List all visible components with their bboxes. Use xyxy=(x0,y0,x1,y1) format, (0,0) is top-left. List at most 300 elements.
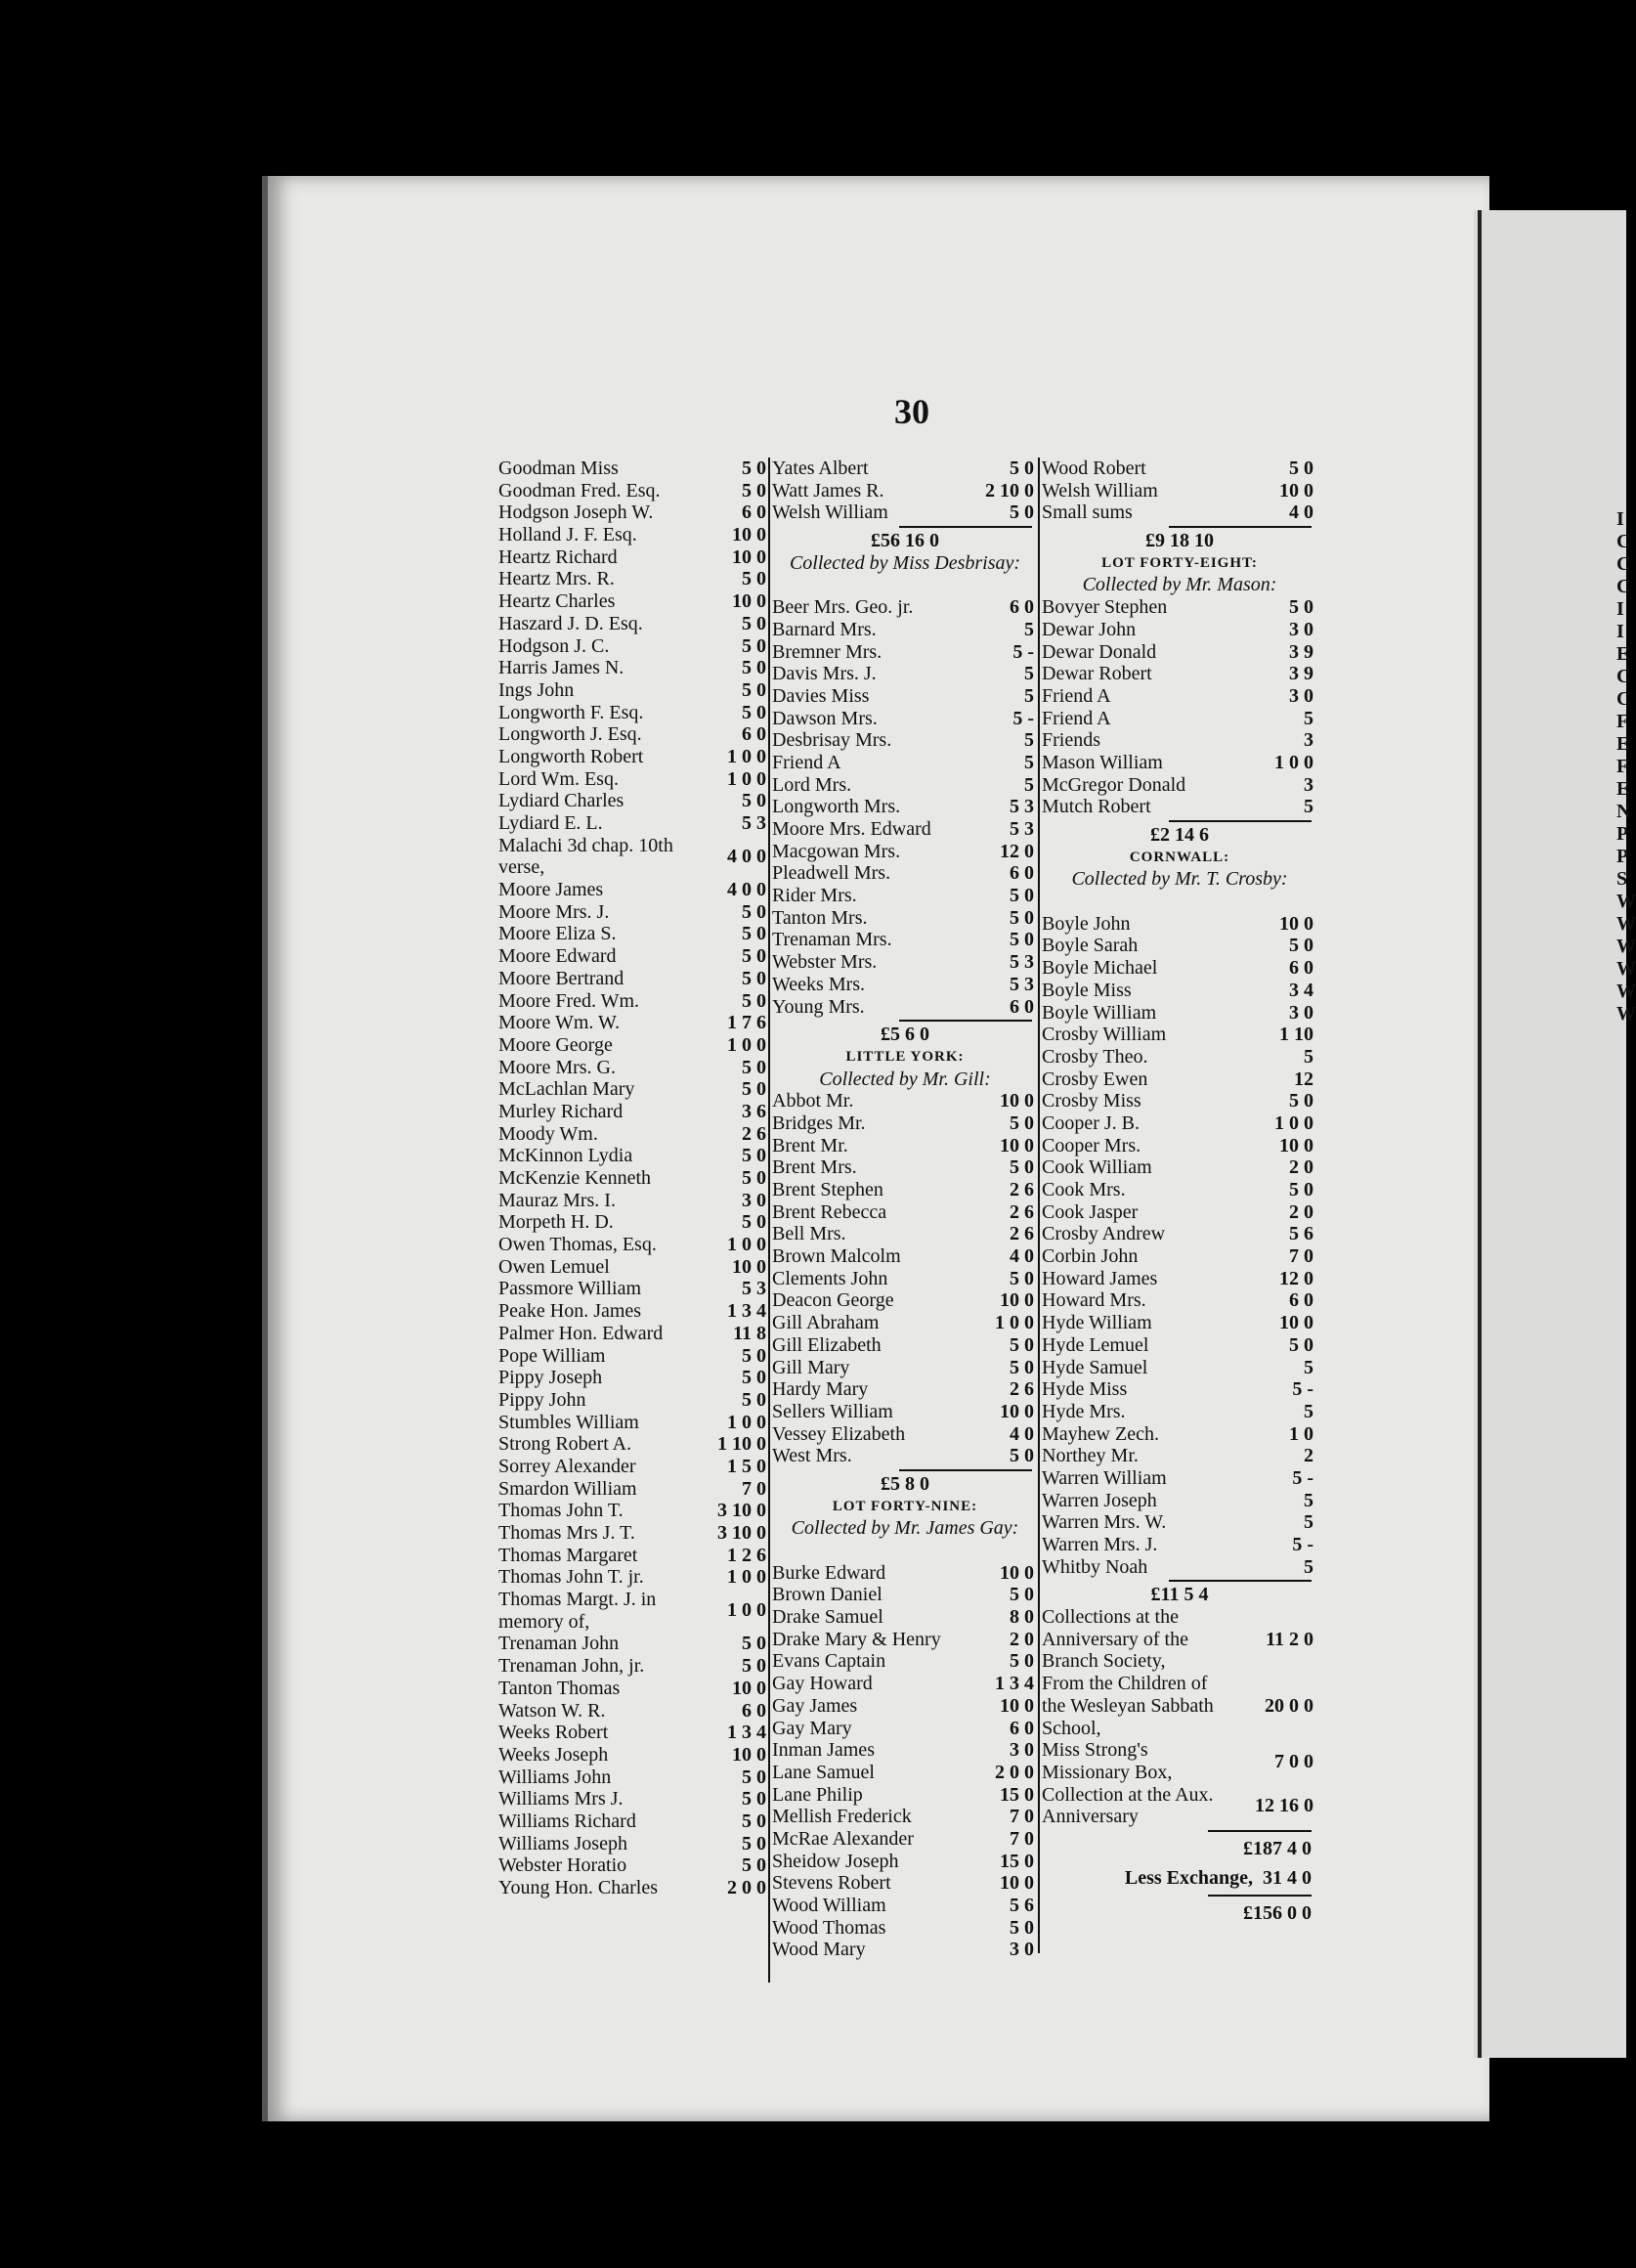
subscriber-name: Inman James xyxy=(772,1739,875,1762)
amount: 1 7 6 xyxy=(727,1012,766,1034)
collector-text: Collected by Mr. Mason: xyxy=(1082,574,1277,596)
subscriber-row xyxy=(772,1201,1038,1224)
subscriber-row xyxy=(1042,1179,1317,1201)
subscriber-row xyxy=(1042,1556,1317,1579)
subscriber-name: Moore Eliza S. xyxy=(498,923,617,945)
subscriber-row xyxy=(1042,1046,1317,1069)
subscriber-name: Mellish Frederick xyxy=(772,1806,912,1828)
subtotal-row xyxy=(772,1473,1038,1496)
amount: 10 0 xyxy=(1279,1312,1313,1334)
subscriber-name: Thomas John T. jr. xyxy=(498,1566,644,1589)
amount: 5 xyxy=(1304,1045,1313,1068)
subscriber-row xyxy=(1042,685,1317,708)
subscriber-name: Hyde Samuel xyxy=(1042,1356,1148,1378)
subscriber-row xyxy=(772,1223,1038,1245)
subscriber-name: Watson W. R. xyxy=(498,1699,606,1722)
subscriber-row xyxy=(772,1739,1038,1762)
subscriber-row xyxy=(1042,641,1317,664)
subtotal-row xyxy=(1042,1584,1317,1606)
subscriber-name: Stumbles William xyxy=(498,1411,639,1433)
subscriber-name: Trenaman Mrs. xyxy=(772,929,892,951)
subscriber-row xyxy=(498,613,770,635)
subscriber-row xyxy=(1042,1069,1317,1091)
subscriber-row xyxy=(498,1478,770,1501)
collector-line xyxy=(1042,574,1317,596)
amount: 5 0 xyxy=(1289,1333,1313,1356)
column-divider xyxy=(1038,458,1040,1953)
subscriber-name: Evans Captain xyxy=(772,1650,886,1673)
total-text: £2 14 6 xyxy=(1150,824,1209,846)
subscriber-row xyxy=(772,729,1038,752)
gross-total: £187 4 0 xyxy=(1243,1838,1312,1859)
amount: 3 0 xyxy=(742,1189,766,1211)
subscriber-row xyxy=(498,790,770,812)
amount: 1 0 xyxy=(1289,1422,1313,1445)
sum-rule xyxy=(1208,1830,1312,1832)
subscriber-row xyxy=(498,812,770,835)
subscriber-row xyxy=(498,1788,770,1810)
subscriber-name: Cook Mrs. xyxy=(1042,1179,1126,1201)
subscriber-row xyxy=(498,901,770,924)
subscriber-row xyxy=(498,1589,770,1633)
subscriber-name: Crosby William xyxy=(1042,1024,1167,1046)
amount: 5 3 xyxy=(1010,796,1034,818)
subscriber-row xyxy=(772,951,1038,974)
amount: 5 0 xyxy=(742,458,766,479)
subscriber-row xyxy=(772,641,1038,664)
subscriber-row xyxy=(498,1566,770,1589)
amount: 5 0 xyxy=(742,612,766,634)
subscriber-row xyxy=(1042,1534,1317,1556)
amount: 5 0 xyxy=(742,790,766,812)
amount: 5 xyxy=(1304,796,1313,818)
amount: 7 0 xyxy=(1010,1806,1034,1828)
subscriber-name: Moody Wm. xyxy=(498,1122,598,1145)
subscriber-name: Harris James N. xyxy=(498,657,624,679)
column-2 xyxy=(772,458,1038,1961)
collector-text: Collected by Miss Desbrisay: xyxy=(789,551,1021,574)
subscriber-row xyxy=(1042,796,1317,818)
subscriber-name: McLachlan Mary xyxy=(498,1078,635,1101)
subscriber-name: Gill Mary xyxy=(772,1356,850,1378)
subscriber-name: Friends xyxy=(1042,729,1100,752)
subscriber-name: Lord Mrs. xyxy=(772,773,852,796)
amount: 10 0 xyxy=(1000,1561,1034,1584)
amount: 1 3 4 xyxy=(995,1673,1034,1695)
subscriber-row xyxy=(1042,502,1317,524)
subscriber-row xyxy=(1042,1401,1317,1423)
subscriber-name: Yates Albert xyxy=(772,458,869,479)
subscriber-name: Mutch Robert xyxy=(1042,796,1151,818)
amount: 5 xyxy=(1304,1356,1313,1378)
subscriber-row xyxy=(772,1245,1038,1268)
subscriber-row xyxy=(498,1300,770,1323)
amount: 5 0 xyxy=(1010,502,1034,524)
subtotal-row xyxy=(1042,824,1317,847)
amount: 12 16 0 xyxy=(1255,1795,1313,1816)
subscriber-name: Wood Mary xyxy=(772,1939,866,1961)
amount: 2 xyxy=(1304,1445,1313,1467)
subscriber-row xyxy=(772,1917,1038,1940)
subscriber-name: Pippy Joseph xyxy=(498,1367,603,1389)
total-text: £11 5 4 xyxy=(1150,1584,1209,1606)
subscriber-name: Williams John xyxy=(498,1766,612,1788)
amount: 5 0 xyxy=(1010,1112,1034,1134)
amount: 5 0 xyxy=(742,568,766,590)
amount: 10 0 xyxy=(1000,1134,1034,1156)
subscriber-row xyxy=(1042,663,1317,685)
subscriber-name: Brown Daniel xyxy=(772,1584,883,1606)
subscriber-row xyxy=(498,1456,770,1478)
subscriber-name: Davies Miss xyxy=(772,684,870,707)
amount: 5 0 xyxy=(1010,1356,1034,1378)
subscriber-name: Boyle Miss xyxy=(1042,979,1132,1001)
subscriber-name: Watt James R. xyxy=(772,479,884,502)
subscriber-row xyxy=(772,1939,1038,1961)
subtotal-row xyxy=(772,1024,1038,1046)
subscriber-name: Goodman Fred. Esq. xyxy=(498,479,661,502)
net-total: £156 0 0 xyxy=(1243,1902,1312,1924)
amount: 8 0 xyxy=(1010,1606,1034,1629)
subscriber-row xyxy=(1042,1289,1317,1312)
subscriber-name: Hodgson Joseph W. xyxy=(498,502,654,524)
hdr-text: LOT FORTY-NINE: xyxy=(832,1498,978,1514)
subscriber-row xyxy=(772,1268,1038,1290)
subscriber-row xyxy=(498,1655,770,1678)
subscriber-row xyxy=(498,835,770,879)
amount: 12 0 xyxy=(1279,1267,1313,1289)
subscriber-name: Strong Robert A. xyxy=(498,1433,632,1456)
amount: 5 0 xyxy=(1010,1156,1034,1179)
subscriber-name: Goodman Miss xyxy=(498,458,619,479)
amount: 10 0 xyxy=(1279,912,1313,935)
total-text: £56 16 0 xyxy=(871,530,939,552)
subscriber-name: McKinnon Lydia xyxy=(498,1145,633,1167)
amount: 5 0 xyxy=(742,900,766,923)
subscriber-row xyxy=(498,1034,770,1057)
amount: 10 0 xyxy=(732,1677,766,1699)
amount: 1 0 0 xyxy=(727,745,766,767)
amount: 4 0 xyxy=(1010,1422,1034,1445)
subscriber-row xyxy=(1042,752,1317,774)
subscriber-row xyxy=(1042,458,1317,480)
subscriber-name: Moore Bertrand xyxy=(498,967,624,989)
amount: 3 9 xyxy=(1289,640,1313,663)
exchange-label: Less Exchange, xyxy=(1124,1867,1253,1889)
subscriber-name: Dewar John xyxy=(1042,618,1137,640)
amount: 5 0 xyxy=(1010,1267,1034,1289)
amount: 10 0 xyxy=(1000,1289,1034,1312)
subscriber-row xyxy=(772,1895,1038,1917)
subscriber-row xyxy=(1042,596,1317,619)
amount: 2 6 xyxy=(1010,1378,1034,1401)
subscriber-name: Lane Philip xyxy=(772,1783,863,1806)
subscriber-row xyxy=(772,1872,1038,1895)
amount: 3 0 xyxy=(1289,684,1313,707)
amount: 5 - xyxy=(1292,1534,1313,1556)
section-heading xyxy=(772,1046,1038,1069)
facing-page-fragment: I C C C I I E C C F E F E N P P S W W W W W W xyxy=(1616,508,1636,1025)
amount: 5 0 xyxy=(742,1655,766,1678)
amount: 5 - xyxy=(1292,1466,1313,1489)
subscriber-name: Murley Richard xyxy=(498,1100,624,1122)
subscriber-row xyxy=(498,546,770,569)
subscriber-name: Warren Mrs. J. xyxy=(1042,1534,1158,1556)
subscriber-row xyxy=(1042,1511,1317,1534)
subscriber-row xyxy=(772,1562,1038,1585)
subscriber-row xyxy=(498,1522,770,1545)
subscriber-name: Brent Mrs. xyxy=(772,1156,857,1179)
amount: 6 0 xyxy=(742,502,766,524)
amount: 5 0 xyxy=(1010,458,1034,479)
amount: 5 0 xyxy=(1289,1179,1313,1201)
subscriber-name: Mayhew Zech. xyxy=(1042,1422,1159,1445)
collector-line xyxy=(772,1517,1038,1561)
subscriber-row xyxy=(1042,1467,1317,1490)
subscriber-name: Barnard Mrs. xyxy=(772,618,877,640)
subscriber-name: Collection at the Aux. Anniversary xyxy=(1042,1783,1214,1828)
collector-text: Collected by Mr. Gill: xyxy=(819,1068,991,1090)
subscriber-row xyxy=(772,818,1038,841)
subscriber-name: Trenaman John, jr. xyxy=(498,1655,645,1678)
subscriber-name: Northey Mr. xyxy=(1042,1445,1139,1467)
subscriber-name: Heartz Charles xyxy=(498,590,616,613)
amount: 3 xyxy=(1304,773,1313,796)
amount: 5 0 xyxy=(742,1145,766,1167)
subscriber-row xyxy=(498,1123,770,1146)
subscriber-name: Cook Jasper xyxy=(1042,1200,1139,1223)
amount: 6 0 xyxy=(1010,995,1034,1018)
amount: 5 0 xyxy=(1010,1650,1034,1673)
subscriber-row xyxy=(772,841,1038,863)
amount: 10 0 xyxy=(1000,1090,1034,1112)
amount: 1 0 0 xyxy=(727,1599,766,1622)
amount: 4 0 0 xyxy=(727,879,766,901)
subscriber-name: Longworth Mrs. xyxy=(772,796,901,818)
subscriber-name: Vessey Elizabeth xyxy=(772,1422,906,1445)
subscriber-row xyxy=(498,1389,770,1412)
amount: 5 0 xyxy=(742,1810,766,1832)
subscriber-row xyxy=(772,1401,1038,1423)
amount: 5 0 xyxy=(742,1854,766,1877)
subscriber-row xyxy=(1042,1268,1317,1290)
total-text: £5 8 0 xyxy=(881,1472,929,1495)
subscriber-row xyxy=(1042,1223,1317,1245)
amount: 2 10 0 xyxy=(985,479,1034,502)
amount: 1 2 6 xyxy=(727,1544,766,1566)
subscriber-row xyxy=(772,1851,1038,1873)
amount: 5 0 xyxy=(742,1367,766,1389)
subscriber-name: Pippy John xyxy=(498,1388,586,1411)
subscriber-name: Hyde Lemuel xyxy=(1042,1333,1149,1356)
hdr-text: CORNWALL: xyxy=(1129,849,1230,865)
subscriber-name: Boyle Sarah xyxy=(1042,935,1139,957)
subscriber-row xyxy=(772,974,1038,996)
amount: 5 xyxy=(1024,663,1034,685)
amount: 5 0 xyxy=(742,989,766,1012)
net-rule xyxy=(1208,1895,1312,1897)
subscriber-row xyxy=(1042,1245,1317,1268)
exchange-value: 31 4 0 xyxy=(1263,1867,1312,1889)
amount: 5 0 xyxy=(742,678,766,701)
subscriber-name: Macgowan Mrs. xyxy=(772,840,901,862)
subscriber-row xyxy=(498,1678,770,1700)
subscriber-row xyxy=(1042,1673,1317,1739)
subscriber-row xyxy=(1042,1378,1317,1401)
subscriber-name: Palmer Hon. Edward xyxy=(498,1322,664,1344)
subscriber-name: Miss Strong's Missionary Box, xyxy=(1042,1739,1173,1783)
subscriber-row xyxy=(498,568,770,590)
amount: 5 - xyxy=(1012,640,1034,663)
subscriber-row xyxy=(498,968,770,990)
subscriber-name: Williams Mrs J. xyxy=(498,1788,624,1810)
subscriber-row xyxy=(772,502,1038,524)
subscriber-name: Desbrisay Mrs. xyxy=(772,729,892,752)
total-rule xyxy=(1169,1580,1312,1582)
subscriber-row xyxy=(772,862,1038,885)
subscriber-row xyxy=(772,796,1038,818)
subscriber-row xyxy=(498,1278,770,1300)
subscriber-row xyxy=(772,1135,1038,1157)
subscriber-name: Moore Mrs. J. xyxy=(498,900,610,923)
amount: 5 - xyxy=(1292,1378,1313,1401)
subscriber-name: Thomas Margaret xyxy=(498,1544,638,1566)
amount: 10 0 xyxy=(1000,1400,1034,1422)
subscriber-row xyxy=(772,1584,1038,1606)
column-divider xyxy=(768,458,770,1983)
subscriber-name: Bridges Mr. xyxy=(772,1112,866,1134)
amount: 10 0 xyxy=(1000,1694,1034,1717)
amount: 5 3 xyxy=(1010,951,1034,974)
subscriber-name: Crosby Theo. xyxy=(1042,1045,1148,1068)
amount: 5 xyxy=(1304,1511,1313,1534)
total-rule xyxy=(899,1020,1032,1022)
subscriber-row xyxy=(498,1854,770,1877)
subscriber-row xyxy=(498,1722,770,1744)
subscriber-name: Longworth J. Esq. xyxy=(498,723,642,746)
amount: 5 0 xyxy=(1289,1090,1313,1112)
subscriber-name: Crosby Ewen xyxy=(1042,1068,1148,1090)
amount: 5 0 xyxy=(742,1078,766,1101)
subscriber-row xyxy=(772,1629,1038,1651)
amount: 5 0 xyxy=(1010,885,1034,907)
subscriber-name: Abbot Mr. xyxy=(772,1090,854,1112)
subscriber-name: Morpeth H. D. xyxy=(498,1211,614,1234)
subscriber-name: Boyle William xyxy=(1042,1001,1157,1024)
subscriber-name: Friend A xyxy=(1042,707,1111,729)
subscriber-row xyxy=(772,1762,1038,1784)
subscriber-name: Moore George xyxy=(498,1033,613,1056)
subscriber-row xyxy=(498,1744,770,1766)
subscriber-name: Ings John xyxy=(498,678,575,701)
subscriber-name: Corbin John xyxy=(1042,1245,1139,1268)
subscriber-name: Lane Samuel xyxy=(772,1761,875,1783)
facing-page-edge xyxy=(1474,210,1636,2058)
collector-text: Collected by Mr. T. Crosby: xyxy=(1071,868,1288,891)
subscriber-name: Gay James xyxy=(772,1694,858,1717)
subscriber-name: Mason William xyxy=(1042,751,1163,773)
summary-block xyxy=(1042,1828,1317,1928)
subscriber-name: Heartz Mrs. R. xyxy=(498,568,615,590)
subscriber-name: Malachi 3d chap. 10th verse, xyxy=(498,834,673,879)
subscriber-name: Moore Edward xyxy=(498,945,617,968)
subscriber-row xyxy=(1042,729,1317,752)
amount: 6 0 xyxy=(1010,862,1034,885)
subscriber-name: Smardon William xyxy=(498,1477,637,1500)
subscriber-name: Thomas Margt. J. in memory of, xyxy=(498,1589,657,1633)
subscriber-row xyxy=(498,1633,770,1655)
subscriber-name: Bell Mrs. xyxy=(772,1223,846,1245)
amount: 5 3 xyxy=(1010,973,1034,995)
subscriber-row xyxy=(498,1700,770,1723)
subscriber-name: Sheidow Joseph xyxy=(772,1850,899,1872)
subscriber-row xyxy=(772,774,1038,797)
amount: 20 0 0 xyxy=(1265,1694,1313,1717)
subscriber-name: Gill Abraham xyxy=(772,1312,880,1334)
amount: 4 0 0 xyxy=(727,846,766,868)
subscriber-row xyxy=(772,619,1038,641)
total-text: £9 18 10 xyxy=(1145,530,1214,552)
amount: 5 0 xyxy=(742,1832,766,1854)
subscriber-name: Moore Mrs. Edward xyxy=(772,818,931,841)
amount: 1 0 0 xyxy=(727,1566,766,1589)
subscriber-row xyxy=(498,945,770,968)
subscriber-name: From the Children of the Wesleyan Sabbath School, xyxy=(1042,1673,1214,1739)
amount: 12 0 xyxy=(1000,840,1034,862)
subscriber-name: Dewar Donald xyxy=(1042,640,1157,663)
subscriber-row xyxy=(498,1833,770,1855)
amount: 3 9 xyxy=(1289,663,1313,685)
subscriber-name: Lydiard E. L. xyxy=(498,812,603,834)
amount: 10 0 xyxy=(732,590,766,613)
amount: 5 0 xyxy=(1010,1584,1034,1606)
subscriber-name: Hyde Mrs. xyxy=(1042,1400,1126,1422)
subscriber-name: Mauraz Mrs. I. xyxy=(498,1189,616,1211)
subscriber-name: Howard James xyxy=(1042,1267,1158,1289)
amount: 3 4 xyxy=(1289,979,1313,1001)
subscriber-row xyxy=(772,1423,1038,1446)
subscriber-row xyxy=(498,1167,770,1190)
amount: 1 0 0 xyxy=(727,767,766,790)
subscriber-name: Beer Mrs. Geo. jr. xyxy=(772,596,914,619)
amount: 1 3 4 xyxy=(727,1722,766,1744)
subscriber-name: Friend A xyxy=(772,751,841,773)
subscriber-name: Cooper J. B. xyxy=(1042,1112,1140,1134)
subscriber-row xyxy=(498,1545,770,1567)
subscriber-row xyxy=(772,596,1038,619)
subscriber-name: Trenaman John xyxy=(498,1633,620,1655)
section-heading xyxy=(1042,847,1317,869)
amount: 3 0 xyxy=(1010,1739,1034,1762)
amount: 10 0 xyxy=(1279,1134,1313,1156)
amount: 15 0 xyxy=(1000,1783,1034,1806)
subscriber-row xyxy=(498,1256,770,1279)
subscriber-name: Warren Mrs. W. xyxy=(1042,1511,1167,1534)
subscriber-row xyxy=(498,1367,770,1389)
amount: 5 0 xyxy=(742,701,766,723)
subscriber-name: Dawson Mrs. xyxy=(772,707,878,729)
amount: 7 0 0 xyxy=(1274,1750,1313,1772)
subscriber-name: McRae Alexander xyxy=(772,1827,914,1850)
amount: 1 10 xyxy=(1279,1024,1313,1046)
amount: 1 0 0 xyxy=(1274,1112,1313,1134)
subscriber-row xyxy=(498,1101,770,1123)
subscriber-row xyxy=(772,1606,1038,1629)
page-gutter xyxy=(1478,210,1482,2058)
amount: 4 0 xyxy=(1010,1245,1034,1268)
amount: 3 0 xyxy=(1010,1939,1034,1961)
collector-line xyxy=(1042,868,1317,912)
